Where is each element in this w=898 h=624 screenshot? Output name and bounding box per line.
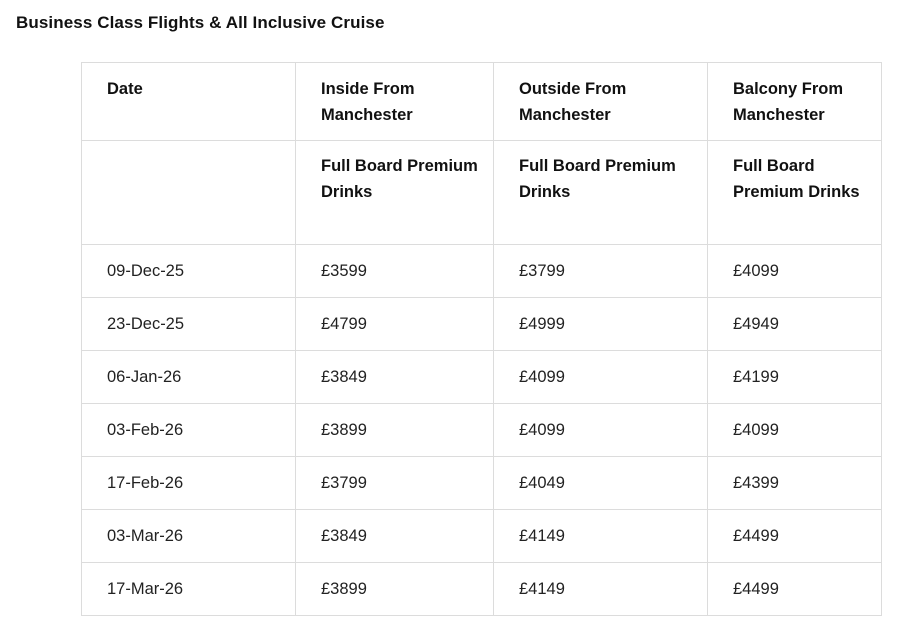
outside-price-cell: £4999 [494, 298, 708, 351]
balcony-price-cell: £4399 [708, 457, 882, 510]
page-title: Business Class Flights & All Inclusive Cruise [16, 13, 385, 32]
board-cell-date [82, 141, 296, 245]
header-inside-label: Inside From Manchester [321, 80, 415, 124]
header-date [82, 63, 296, 141]
outside-price-cell: £4149 [494, 510, 708, 563]
table-row [82, 351, 882, 404]
board-basis-row [82, 141, 882, 245]
outside-price-cell: £4149 [494, 563, 708, 616]
table-row [82, 510, 882, 563]
price-table [81, 62, 882, 616]
inside-price-cell: £3799 [296, 457, 494, 510]
date-cell: 06-Jan-26 [82, 351, 296, 404]
inside-price-cell: £4799 [296, 298, 494, 351]
table-row [82, 563, 882, 616]
inside-price-cell: £3899 [296, 563, 494, 616]
date-cell: 17-Feb-26 [82, 457, 296, 510]
header-balcony-label: Balcony From Manchester [733, 80, 844, 124]
table-header-row [82, 63, 882, 141]
balcony-price-cell: £4499 [708, 563, 882, 616]
balcony-price-cell: £4949 [708, 298, 882, 351]
board-cell-balcony-text: Full Board Premium Drinks [733, 157, 860, 201]
board-cell-balcony [708, 141, 882, 245]
balcony-price-cell: £4099 [708, 404, 882, 457]
outside-price-cell: £4049 [494, 457, 708, 510]
balcony-price-cell: £4499 [708, 510, 882, 563]
date-cell: 17-Mar-26 [82, 563, 296, 616]
board-cell-outside-text: Full Board Premium Drinks [519, 157, 676, 201]
board-cell-inside [296, 141, 494, 245]
inside-price-cell: £3849 [296, 510, 494, 563]
balcony-price-cell: £4099 [708, 245, 882, 298]
inside-price-cell: £3849 [296, 351, 494, 404]
outside-price-cell: £3799 [494, 245, 708, 298]
inside-price-cell: £3599 [296, 245, 494, 298]
date-cell: 23-Dec-25 [82, 298, 296, 351]
date-cell: 03-Feb-26 [82, 404, 296, 457]
board-cell-inside-text: Full Board Premium Drinks [321, 157, 478, 201]
table-row [82, 404, 882, 457]
header-date-label: Date [107, 80, 143, 98]
outside-price-cell: £4099 [494, 351, 708, 404]
balcony-price-cell: £4199 [708, 351, 882, 404]
table-row [82, 298, 882, 351]
table-row [82, 457, 882, 510]
header-balcony [708, 63, 882, 141]
date-cell: 03-Mar-26 [82, 510, 296, 563]
date-cell: 09-Dec-25 [82, 245, 296, 298]
outside-price-cell: £4099 [494, 404, 708, 457]
board-cell-outside [494, 141, 708, 245]
header-outside [494, 63, 708, 141]
header-inside [296, 63, 494, 141]
table-row [82, 245, 882, 298]
inside-price-cell: £3899 [296, 404, 494, 457]
header-outside-label: Outside From Manchester [519, 80, 627, 124]
